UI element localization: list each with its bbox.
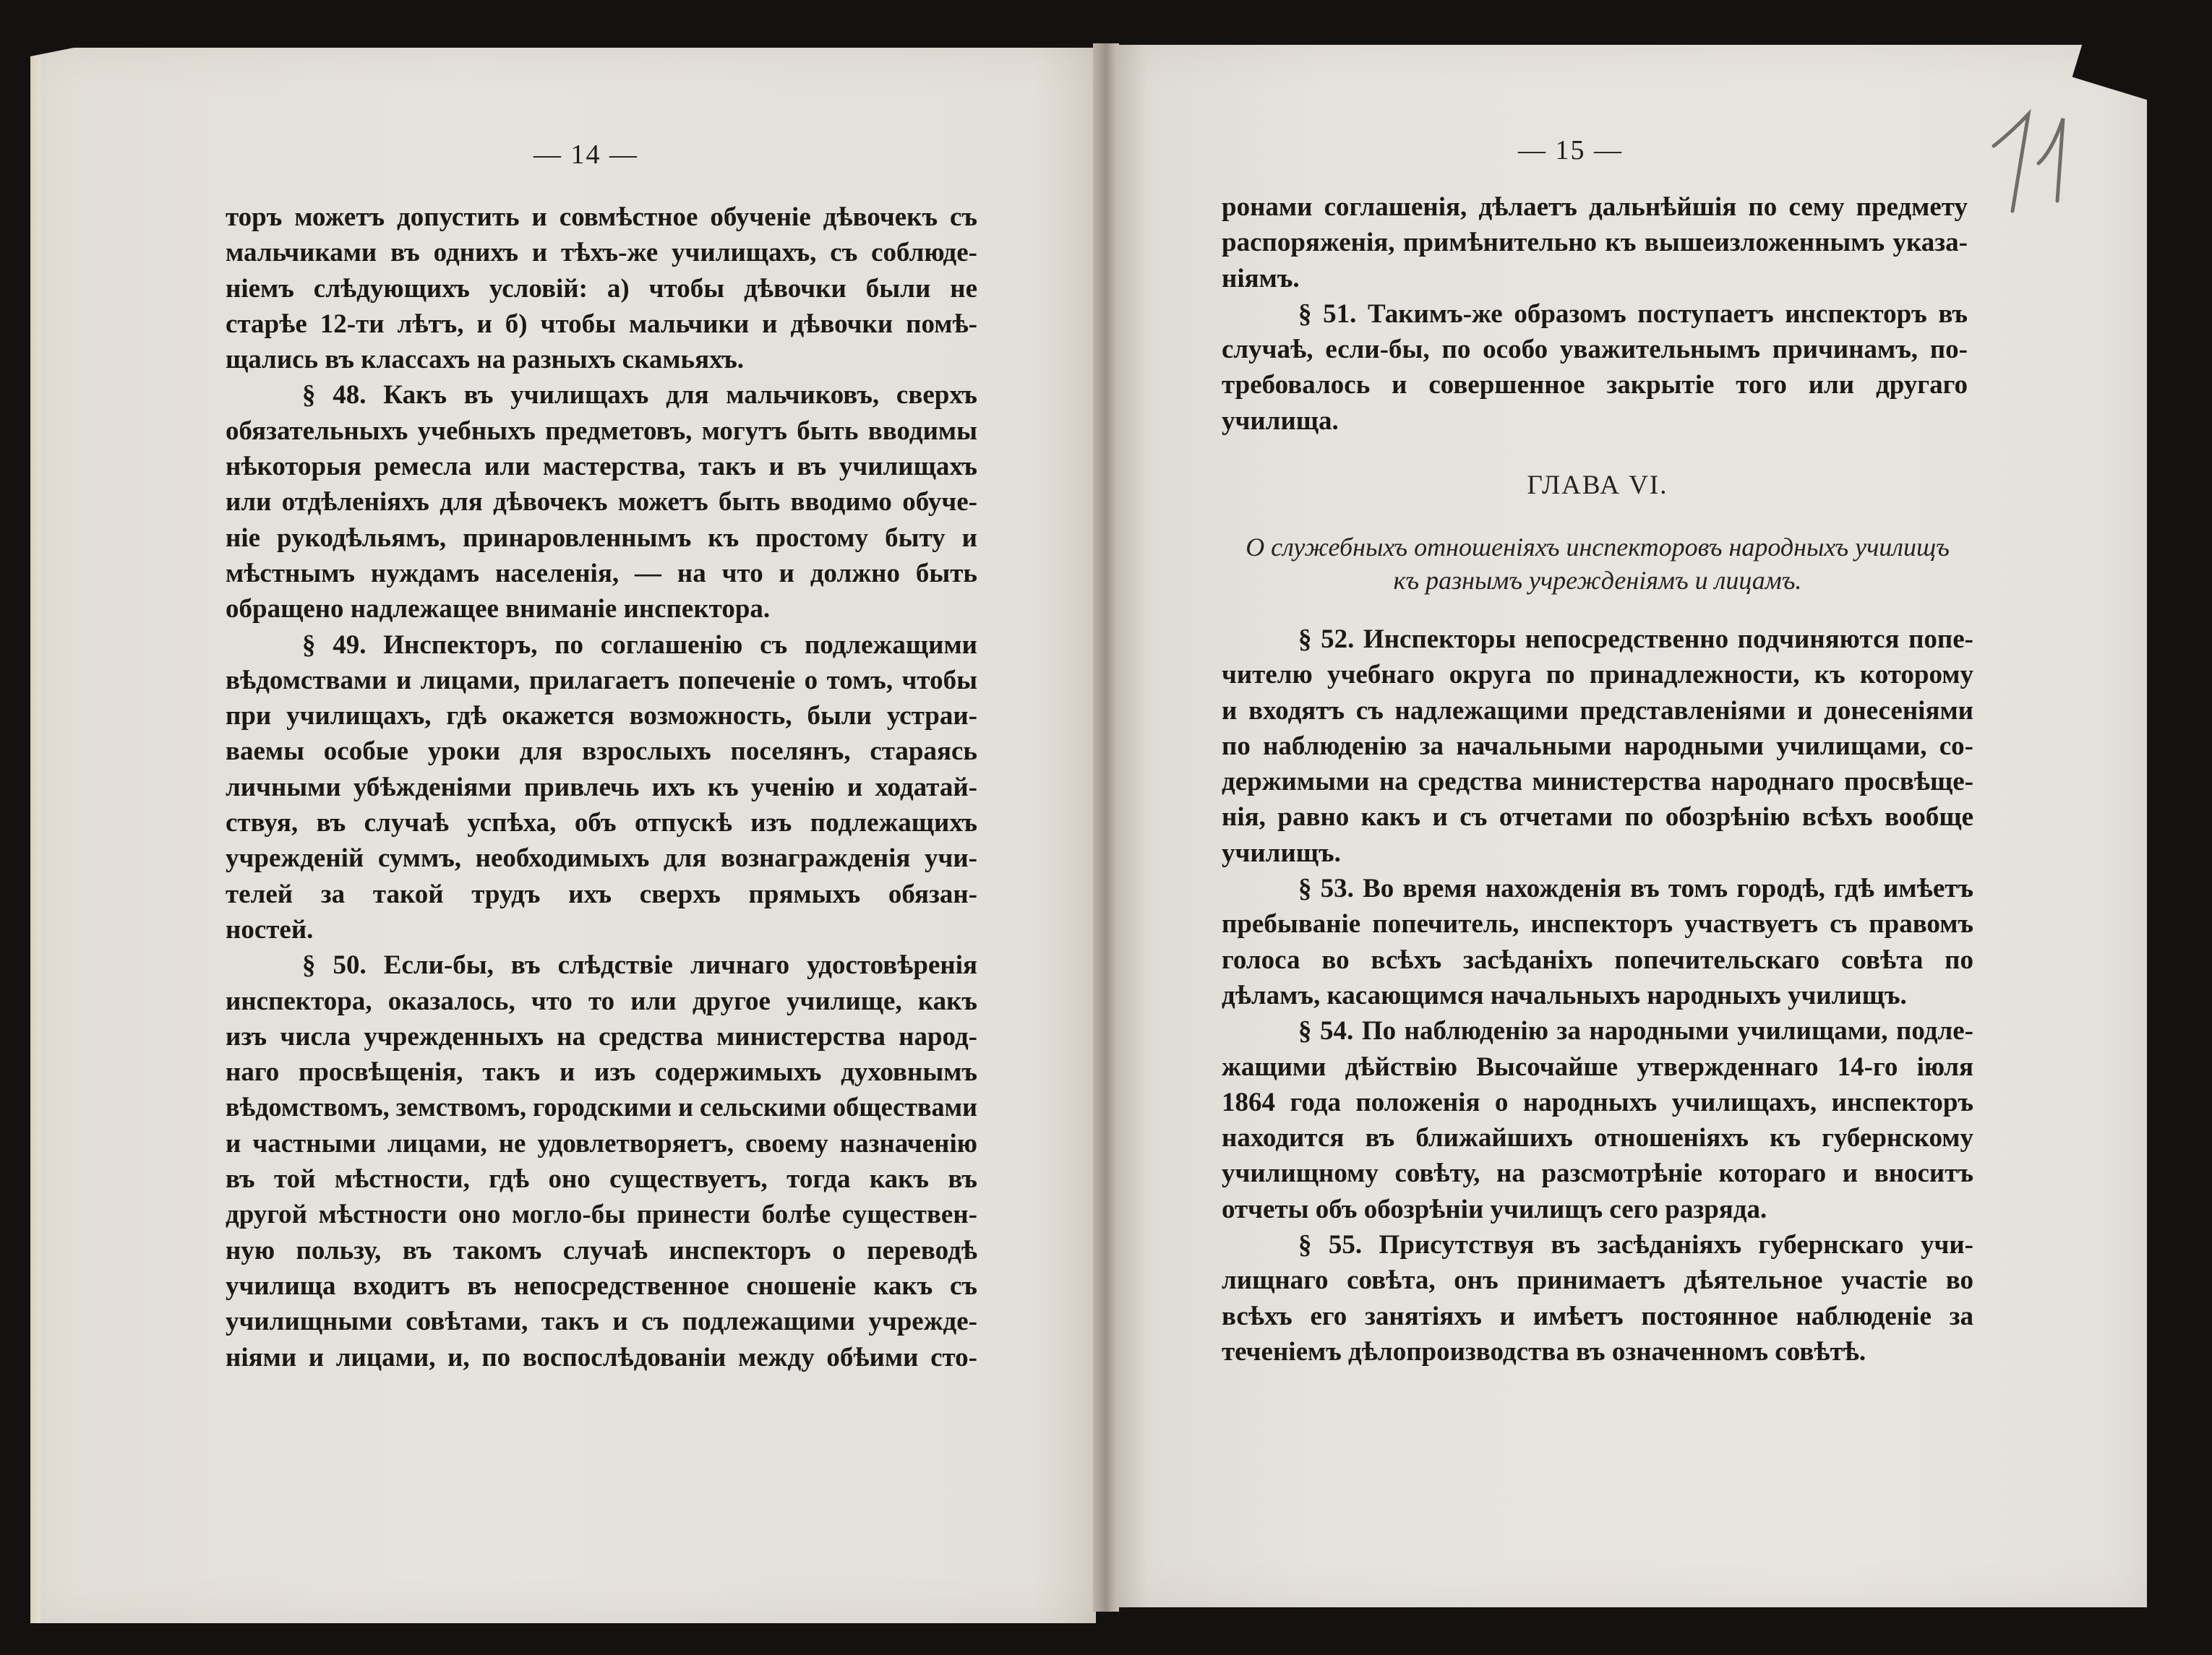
text-line: ную пользу, въ такомъ случаѣ инспекторъ о переводѣ bbox=[226, 1235, 977, 1265]
text-line: пребываніе попечитель, инспекторъ участвуетъ съ правомъ bbox=[1222, 909, 1973, 940]
text-line: дѣламъ, касающимся начальныхъ народныхъ училищъ. bbox=[1222, 980, 1907, 1010]
text-line: личными убѣжденіями привлечь ихъ къ ученію и ходатай- bbox=[226, 772, 977, 802]
text-line: ніямъ. bbox=[1222, 263, 1300, 293]
text-line: держимыми на средства министерства народнаго просвѣще- bbox=[1222, 767, 1973, 797]
text-line: училища. bbox=[1222, 405, 1339, 436]
text-line: училищными совѣтами, такъ и съ подлежащими учрежде- bbox=[226, 1307, 977, 1337]
text-line: 1864 года положенія о народныхъ училищахъ, инспекторъ bbox=[1222, 1087, 1973, 1117]
text-line: ваемы особые уроки для взрослыхъ поселянъ, стараясь bbox=[226, 736, 977, 767]
text-line: ніями и лицами, и, по воспослѣдованіи между обѣими сто- bbox=[226, 1342, 977, 1372]
text-line: учрежденій суммъ, необходимыхъ для вознагражденія учи- bbox=[226, 843, 977, 874]
book-gutter bbox=[1093, 43, 1119, 1612]
text-line: при училищахъ, гдѣ окажется возможность, были устраи- bbox=[226, 701, 977, 731]
text-line: и частными лицами, не удовлетворяетъ, своему назначенію bbox=[226, 1128, 977, 1158]
text-line: щались въ классахъ на разныхъ скамьяхъ. bbox=[226, 345, 745, 375]
text-line: мѣстнымъ нуждамъ населенія, — на что и должно быть bbox=[226, 558, 977, 588]
chapter-heading: ГЛАВА VI. bbox=[1527, 470, 1668, 500]
text-line: изъ числа учрежденныхъ на средства министерства народ- bbox=[226, 1021, 977, 1052]
text-line: старѣе 12-ти лѣтъ, и б) чтобы мальчики и дѣвочки помѣ- bbox=[226, 309, 977, 339]
text-line: голоса во всѣхъ засѣданіхъ попечительскаго совѣта по bbox=[1222, 945, 1973, 975]
text-line: въ той мѣстности, гдѣ оно существуетъ, тогда какъ въ bbox=[226, 1164, 977, 1195]
right-page-text-top bbox=[1222, 189, 1968, 439]
text-line: ствуя, въ случаѣ успѣха, объ отпускѣ изъ подлежащихъ bbox=[226, 808, 977, 838]
page-number-right: — 15 — bbox=[1518, 135, 1623, 166]
left-page-text bbox=[226, 199, 977, 1375]
chapter-subtitle-line-2: къ разнымъ учрежденіямъ и лицамъ. bbox=[1393, 566, 1802, 595]
text-line: ніемъ слѣдующихъ условій: а) чтобы дѣвочки были не bbox=[226, 273, 977, 304]
text-line: другой мѣстности оно могло-бы принести болѣе существен- bbox=[226, 1200, 977, 1230]
text-line: ностей. bbox=[226, 914, 314, 945]
text-line: обязательныхъ учебныхъ предметовъ, могутъ быть вводимы bbox=[226, 416, 977, 446]
text-line: ронами соглашенія, дѣлаетъ дальнѣйшія по сему предмету bbox=[1222, 192, 1968, 222]
text-line: лищнаго совѣта, онъ принимаетъ дѣятельное участіе во bbox=[1222, 1265, 1973, 1296]
text-line: обращено надлежащее вниманіе инспектора. bbox=[226, 594, 771, 624]
text-line: нѣкоторыя ремесла или мастерства, такъ и въ училищахъ bbox=[226, 452, 977, 482]
paragraph-start-line: § 48. Какъ въ училищахъ для мальчиковъ, сверхъ bbox=[302, 380, 977, 410]
paragraph-start-line: § 53. Во время нахожденія въ томъ городѣ, гдѣ имѣетъ bbox=[1298, 874, 1973, 904]
text-line: инспектора, оказалось, что то или другое училище, какъ bbox=[226, 986, 977, 1016]
paragraph-start-line: § 52. Инспекторы непосредственно подчиняются попе- bbox=[1298, 624, 1973, 654]
text-line: распоряженія, примѣнительно къ вышеизложеннымъ указа- bbox=[1222, 228, 1968, 258]
text-line: чителю учебнаго округа по принадлежности, къ которому bbox=[1222, 660, 1973, 690]
text-line: торъ можетъ допустить и совмѣстное обученіе дѣвочекъ съ bbox=[226, 202, 977, 232]
pencil-stroke-1 bbox=[1994, 114, 2028, 211]
text-line: училищъ. bbox=[1222, 838, 1341, 868]
text-line: мальчиками въ однихъ и тѣхъ-же училищахъ, съ соблюде- bbox=[226, 238, 977, 268]
text-line: училища входитъ въ непосредственное сношеніе какъ съ bbox=[226, 1271, 977, 1301]
text-line: телей за такой трудъ ихъ сверхъ прямыхъ обязан- bbox=[226, 879, 977, 909]
text-line: жащими дѣйствію Высочайше утвержденнаго 14-го іюля bbox=[1222, 1052, 1973, 1082]
text-line: и входятъ съ надлежащими представленіями и донесеніями bbox=[1222, 695, 1973, 726]
text-line: всѣхъ его занятіяхъ и имѣетъ постоянное наблюденіе за bbox=[1222, 1301, 1973, 1331]
text-line: или отдѣленіяхъ для дѣвочекъ можетъ быть вводимо обуче- bbox=[226, 487, 977, 517]
page-number-left: — 14 — bbox=[533, 139, 638, 170]
pencil-stroke-2 bbox=[2039, 119, 2063, 201]
paragraph-start-line: § 50. Если-бы, въ слѣдствіе личнаго удостовѣренія bbox=[302, 950, 977, 981]
text-line: нія, равно какъ и съ отчетами по обозрѣнію всѣхъ вообще bbox=[1222, 802, 1973, 833]
text-line: по наблюденію за начальными народными училищами, со- bbox=[1222, 731, 1973, 761]
text-line: требовалось и совершенное закрытіе того или другаго bbox=[1222, 370, 1968, 400]
chapter-subtitle-line-1: О служебныхъ отношеніяхъ инспекторовъ народныхъ училищъ bbox=[1246, 533, 1950, 562]
text-line: вѣдомствомъ, земствомъ, городскими и сельскими обществами bbox=[226, 1093, 977, 1123]
paragraph-start-line: § 51. Такимъ-же образомъ поступаетъ инспекторъ въ bbox=[1298, 298, 1968, 329]
handwritten-folio-number bbox=[1988, 101, 2075, 224]
text-line: ніе рукодѣльямъ, принаровленнымъ къ простому быту и bbox=[226, 523, 977, 553]
paragraph-start-line: § 49. Инспекторъ, по соглашенію съ подлежащими bbox=[302, 629, 977, 660]
right-page-text-bottom bbox=[1222, 622, 1973, 1370]
text-line: наго просвѣщенія, такъ и изъ содержимыхъ духовнымъ bbox=[226, 1057, 977, 1088]
paragraph-start-line: § 55. Присутствуя въ засѣданіяхъ губернскаго учи- bbox=[1298, 1230, 1973, 1260]
paragraph-start-line: § 54. По наблюденію за народными училищами, подле- bbox=[1298, 1016, 1973, 1046]
text-line: училищному совѣту, на разсмотрѣніе котораго и вноситъ bbox=[1222, 1158, 1973, 1189]
text-line: вѣдомствами и лицами, прилагаетъ попеченіе о томъ, чтобы bbox=[226, 665, 977, 695]
text-line: случаѣ, если-бы, по особо уважительнымъ причинамъ, по- bbox=[1222, 335, 1968, 365]
text-line: теченіемъ дѣлопроизводства въ означенномъ совѣтѣ. bbox=[1222, 1336, 1866, 1367]
text-line: находится въ ближайшихъ отношеніяхъ къ губернскому bbox=[1222, 1123, 1973, 1153]
text-line: отчеты объ обозрѣніи училищъ сего разряда. bbox=[1222, 1194, 1767, 1224]
